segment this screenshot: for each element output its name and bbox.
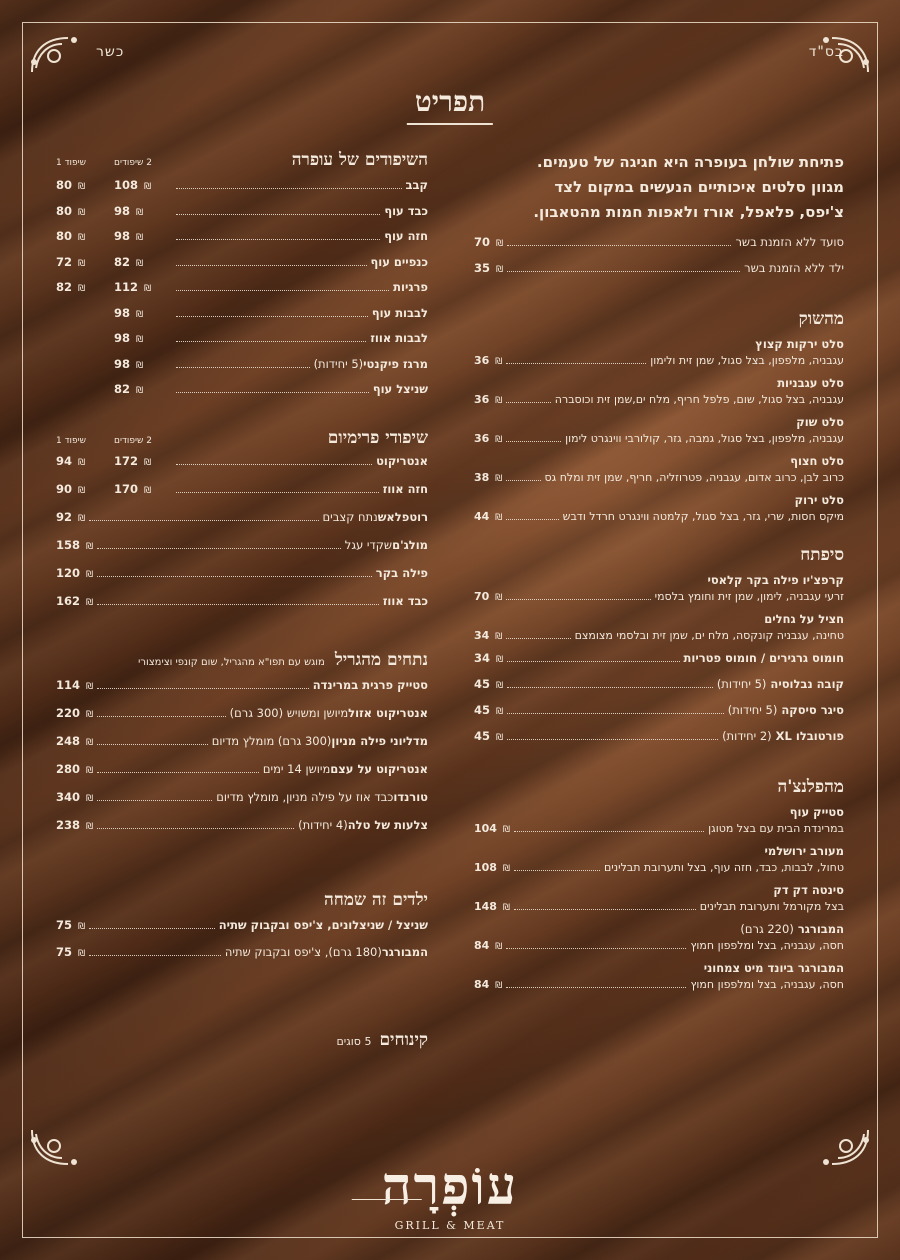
item-name: לבבות אווז bbox=[370, 331, 428, 345]
menu-row bbox=[56, 566, 428, 594]
item-price: 72 ₪ bbox=[56, 254, 86, 269]
item-name: המבורגר bbox=[381, 944, 428, 959]
ornament-icon bbox=[28, 1126, 84, 1170]
item-price: 36 ₪ bbox=[474, 432, 503, 445]
dot-leader bbox=[507, 245, 731, 246]
item-name: סלט ירקות קצוץ bbox=[755, 337, 844, 351]
item-price: 92 ₪ bbox=[56, 509, 86, 524]
menu-item bbox=[474, 844, 844, 874]
section-title-market: מהשוק bbox=[798, 309, 844, 329]
col-header: שיפוד 1 bbox=[56, 435, 86, 446]
item-name: חזה עוף bbox=[384, 229, 428, 243]
item-name: סועד ללא הזמנת בשר bbox=[735, 235, 844, 249]
menu-row bbox=[56, 204, 428, 230]
item-price: 98 ₪ bbox=[114, 331, 144, 345]
item-name: שניצל עוף bbox=[372, 382, 428, 396]
item-price: 98 ₪ bbox=[114, 356, 144, 371]
menu-row bbox=[56, 454, 428, 482]
menu-row bbox=[56, 790, 428, 818]
intro-line: צ'יפס, פלאפל, אורז ולאפות חמות מהטאבון. bbox=[533, 203, 844, 221]
item-sub: (2 יחידות) bbox=[722, 729, 772, 743]
item-name: שניצל / שניצלונים, צ'יפס ובקבוק שתיה bbox=[218, 917, 428, 932]
menu-row bbox=[56, 280, 428, 306]
item-name: סלט ירוק bbox=[794, 493, 844, 507]
item-name: רוטפלאש bbox=[377, 509, 428, 524]
item-name: קובה נבלוסיה bbox=[770, 677, 844, 691]
item-sub: (300 גרם) מומלץ מדיום bbox=[211, 733, 332, 748]
item-name: סלט עגבניות bbox=[777, 376, 844, 390]
ornament-icon bbox=[816, 1126, 872, 1170]
item-desc: חסה, עגבניה, בצל ומלפפון חמוץ bbox=[690, 978, 844, 991]
item-price: 80 ₪ bbox=[56, 178, 86, 192]
menu-row bbox=[56, 918, 428, 945]
menu-item bbox=[474, 337, 844, 367]
item-price: 82 ₪ bbox=[114, 254, 144, 269]
item-price: 98 ₪ bbox=[114, 229, 144, 243]
item-price: 238 ₪ bbox=[56, 817, 94, 832]
item-price: 120 ₪ bbox=[56, 565, 94, 580]
section-title-starters: סיפתח bbox=[800, 545, 844, 565]
item-sub: שקדי עגל bbox=[344, 537, 393, 552]
section-title-grill: נתחים מהגריל bbox=[334, 649, 428, 670]
left-column bbox=[56, 150, 428, 1050]
menu-item bbox=[474, 454, 844, 484]
item-name: ילד ללא הזמנת בשר bbox=[744, 261, 844, 275]
col-header: 2 שיפודים bbox=[114, 435, 152, 446]
item-sub: (180 גרם), צ'יפס ובקבוק שתיה bbox=[224, 944, 382, 959]
section-head-grill bbox=[56, 650, 428, 670]
item-sub: מיושן 14 ימים bbox=[262, 761, 331, 776]
item-price: 36 ₪ bbox=[474, 354, 503, 367]
item-name: כנפיים עוף bbox=[370, 254, 428, 269]
item-price: 34 ₪ bbox=[474, 651, 504, 665]
item-name: סיגר סיסקה bbox=[781, 703, 844, 717]
menu-row bbox=[56, 945, 428, 972]
menu-row bbox=[56, 818, 428, 846]
menu-item bbox=[474, 883, 844, 913]
item-price: 90 ₪ bbox=[56, 481, 86, 496]
item-name: מעורב ירושלמי bbox=[764, 844, 844, 858]
item-sub: (5 יחידות) bbox=[313, 356, 364, 371]
menu-row bbox=[474, 235, 844, 261]
logo-name: עוֹפְרָה bbox=[381, 1156, 519, 1217]
ornament-icon bbox=[28, 32, 84, 76]
item-price: 112 ₪ bbox=[114, 280, 152, 294]
item-price: 340 ₪ bbox=[56, 789, 94, 804]
item-desc: כרוב לבן, כרוב אדום, עגבניה, פטרוזליה, חריף, שמן זית ומלח גס bbox=[544, 471, 844, 484]
section-head-skewers bbox=[56, 150, 428, 170]
item-sub: (4 יחידות) bbox=[298, 817, 348, 832]
item-price: 108 ₪ bbox=[474, 861, 510, 874]
item-name: קרפצ'יו פילה בקר קלאסי bbox=[707, 573, 844, 587]
item-name: חציל על גחלים bbox=[764, 612, 844, 626]
menu-item bbox=[474, 376, 844, 406]
item-name: טורנדו bbox=[393, 789, 428, 804]
section-title-skewers: השיפודים של עופרה bbox=[291, 150, 428, 170]
item-desc: טחול, לבבות, כבד, חזה עוף, בצל ותערובת תבלינים bbox=[603, 861, 844, 874]
item-desc: עגבניה, מלפפון, בצל סגול, גמבה, גזר, קולורבי ווינגרט לימון bbox=[565, 432, 844, 445]
item-price: 80 ₪ bbox=[56, 203, 86, 218]
right-column bbox=[474, 150, 844, 1000]
menu-row bbox=[56, 510, 428, 538]
item-price: 148 ₪ bbox=[474, 900, 510, 913]
item-price: 94 ₪ bbox=[56, 453, 86, 468]
item-name: חזה אווז bbox=[382, 481, 428, 496]
item-sub: (5 יחידות) bbox=[716, 677, 767, 691]
item-name: מרגז פיקנטי bbox=[363, 356, 428, 371]
item-price: 170 ₪ bbox=[114, 481, 152, 496]
item-price: 45 ₪ bbox=[474, 703, 504, 717]
item-price: 172 ₪ bbox=[114, 453, 152, 468]
item-desc: עגבניה, בצל סגול, שום, פלפל חריף, מלח ים,שמן זית וכוסברה bbox=[554, 393, 844, 406]
item-name: סלט שוק bbox=[796, 415, 844, 429]
kosher-label: כשר bbox=[96, 44, 125, 60]
menu-row bbox=[56, 306, 428, 332]
page-title: תפריט bbox=[407, 85, 493, 125]
item-price: 70 ₪ bbox=[474, 590, 503, 603]
item-price: 82 ₪ bbox=[56, 280, 86, 294]
menu-item bbox=[474, 493, 844, 523]
section-title-premium: שיפודי פרימיום bbox=[327, 427, 428, 448]
item-name: אנטריקוט bbox=[376, 453, 428, 468]
item-price: 108 ₪ bbox=[114, 178, 152, 192]
item-price: 45 ₪ bbox=[474, 729, 504, 743]
menu-row bbox=[474, 677, 844, 703]
item-name: סטייק עוף bbox=[789, 805, 844, 819]
menu-row bbox=[56, 678, 428, 706]
menu-row bbox=[474, 703, 844, 729]
col-header: שיפוד 1 bbox=[56, 158, 86, 168]
item-price: 34 ₪ bbox=[474, 629, 503, 642]
item-desc: זרעי עגבניה, לימון, שמן זית וחומץ בלסמי bbox=[654, 590, 844, 603]
item-name: סינטה דק דק bbox=[773, 883, 844, 897]
item-price: 98 ₪ bbox=[114, 305, 144, 320]
item-price: 220 ₪ bbox=[56, 705, 94, 720]
item-desc: מיקס חסות, שרי, גזר, בצל סגול, קלמטה ווינגרט חרדל ודבש bbox=[562, 510, 844, 523]
item-price: 162 ₪ bbox=[56, 593, 94, 608]
menu-row bbox=[56, 229, 428, 255]
menu-item bbox=[474, 612, 844, 642]
item-name: קבב bbox=[405, 178, 428, 192]
item-desc: עגבניה, מלפפון, בצל סגול, שמן זית ולימון bbox=[650, 354, 844, 367]
item-price: 104 ₪ bbox=[474, 822, 510, 835]
menu-item bbox=[474, 961, 844, 991]
menu-row bbox=[56, 357, 428, 383]
desserts-note: 5 סוגים bbox=[336, 1034, 372, 1048]
item-name: צלעות של טלה bbox=[347, 817, 428, 832]
item-price: 280 ₪ bbox=[56, 761, 94, 776]
menu-row bbox=[56, 762, 428, 790]
section-title-kids: ילדים זה שמחה bbox=[324, 889, 428, 910]
section-title-plancha: מהפלנצ'ה bbox=[777, 777, 844, 797]
item-name: אנטריקוט אזול bbox=[348, 705, 428, 720]
item-name: אנטריקוט על עצם bbox=[330, 761, 428, 776]
item-price: 82 ₪ bbox=[114, 382, 144, 396]
menu-item bbox=[474, 573, 844, 603]
item-name: כבד אווז bbox=[382, 593, 428, 608]
item-desc: טחינה, עגבניה קונקסה, מלח ים, שמן זית ובלסמי מצומצם bbox=[574, 629, 844, 642]
item-price: 114 ₪ bbox=[56, 677, 94, 692]
item-price: 38 ₪ bbox=[474, 471, 503, 484]
dot-leader bbox=[507, 271, 740, 272]
item-name: סטייק פרגית במרינדה bbox=[312, 677, 428, 692]
menu-item bbox=[474, 922, 844, 952]
section-title-desserts: קינוחים bbox=[379, 1029, 428, 1050]
desserts-row bbox=[56, 1030, 428, 1050]
menu-item bbox=[474, 415, 844, 445]
menu-row bbox=[56, 331, 428, 357]
item-name: כבד עוף bbox=[384, 203, 428, 218]
menu-row bbox=[56, 734, 428, 762]
item-name: פורטובלו XL bbox=[775, 729, 844, 743]
item-name: סלט חצוף bbox=[790, 454, 844, 468]
item-sub: כבד אוז על פילה מניון, מומלץ מדיום bbox=[216, 789, 394, 804]
logo-tagline: GRILL & MEAT bbox=[394, 1219, 506, 1232]
menu-row bbox=[56, 538, 428, 566]
menu-row bbox=[474, 261, 844, 287]
intro-text bbox=[474, 150, 844, 225]
item-price: 45 ₪ bbox=[474, 677, 504, 691]
item-name: המבורגר (220 גרם) bbox=[740, 922, 844, 936]
item-price: 44 ₪ bbox=[474, 510, 503, 523]
item-name: מולג'ם bbox=[392, 537, 428, 552]
menu-row bbox=[56, 255, 428, 281]
item-price: 84 ₪ bbox=[474, 939, 503, 952]
besd-label: בס"ד bbox=[808, 44, 844, 60]
item-name: פילה בקר bbox=[375, 565, 428, 580]
item-name: מדליוני פילה מניון bbox=[331, 733, 428, 748]
menu-row bbox=[474, 651, 844, 677]
item-price: 98 ₪ bbox=[114, 203, 144, 218]
item-sub: מיושן ומשויש (300 גרם) bbox=[229, 705, 349, 720]
item-sub: (5 יחידות) bbox=[727, 703, 778, 717]
item-price: 75 ₪ bbox=[56, 917, 86, 932]
menu-item bbox=[474, 805, 844, 835]
item-name: לבבות עוף bbox=[371, 305, 428, 320]
item-sub: נתח קצבים bbox=[322, 509, 378, 524]
intro-line: מגוון סלטים איכותיים הנעשים במקום לצד bbox=[554, 178, 844, 196]
menu-row bbox=[56, 178, 428, 204]
item-desc: חסה, עגבניה, בצל ומלפפון חמוץ bbox=[690, 939, 844, 952]
item-price: 84 ₪ bbox=[474, 978, 503, 991]
item-price: 35 ₪ bbox=[474, 261, 504, 275]
item-price: 80 ₪ bbox=[56, 229, 86, 243]
item-price: 248 ₪ bbox=[56, 733, 94, 748]
item-desc: במרינדת הבית עם בצל מטוגן bbox=[708, 822, 844, 835]
menu-row bbox=[56, 594, 428, 622]
menu-row bbox=[56, 382, 428, 408]
item-price: 36 ₪ bbox=[474, 393, 503, 406]
section-note: מוגש עם תפו"א מהגריל, שום קונפי וצימצורי bbox=[138, 656, 325, 668]
item-desc: בצל מקורמל ותערובת תבלינים bbox=[699, 900, 844, 913]
item-name: המבורגר ביונד מיט צמחוני bbox=[703, 961, 844, 975]
item-price: 158 ₪ bbox=[56, 537, 94, 552]
menu-row bbox=[56, 482, 428, 510]
item-price: 70 ₪ bbox=[474, 235, 504, 249]
section-head-premium bbox=[56, 428, 428, 448]
menu-row bbox=[474, 729, 844, 755]
col-header: 2 שיפודים bbox=[114, 158, 152, 168]
item-name: פרגיות bbox=[393, 280, 428, 294]
menu-row bbox=[56, 706, 428, 734]
intro-line: פתיחת שולחן בעופרה היא חגיגה של טעמים. bbox=[536, 153, 844, 171]
restaurant-logo bbox=[381, 1156, 519, 1232]
item-name: חומוס גרגירים / חומוס פטריות bbox=[683, 651, 844, 665]
item-price: 75 ₪ bbox=[56, 944, 86, 959]
